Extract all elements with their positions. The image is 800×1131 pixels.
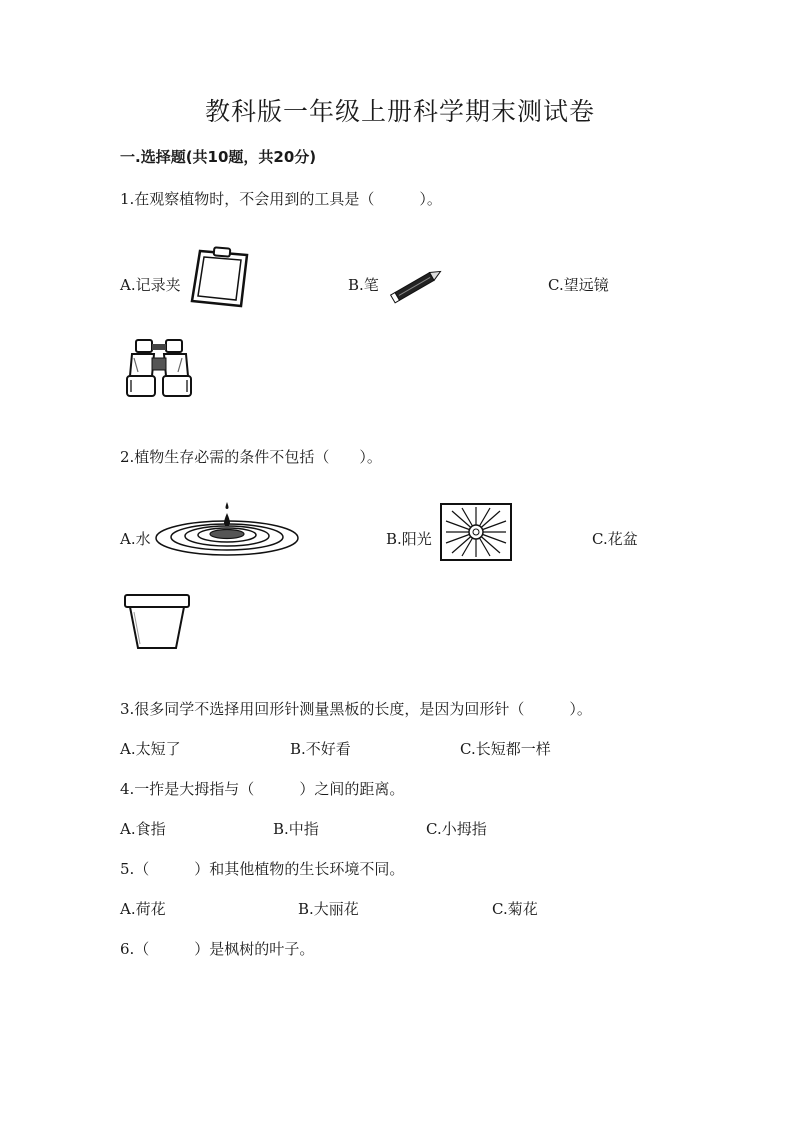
- question-3-stem: 3.很多同学不选择用回形针测量黑板的长度，是因为回形针（ ）。: [120, 700, 592, 718]
- section-heading: 一.选择题(共10题，共20分): [120, 148, 317, 166]
- question-4-option-a[interactable]: A.食指: [120, 820, 166, 838]
- question-2-option-c[interactable]: C.花盆: [592, 530, 638, 548]
- question-2-option-b[interactable]: B.阳光: [386, 530, 432, 548]
- question-5-option-a[interactable]: A.荷花: [120, 900, 166, 918]
- question-1-stem: 1.在观察植物时，不会用到的工具是（ ）。: [120, 190, 442, 208]
- question-4-option-b[interactable]: B.中指: [273, 820, 319, 838]
- clipboard-icon: [189, 246, 251, 308]
- sunlight-icon: [440, 503, 512, 561]
- pencil-icon: [386, 270, 446, 300]
- question-5-option-c[interactable]: C.菊花: [492, 900, 538, 918]
- question-6-stem: 6.（ ）是枫树的叶子。: [120, 940, 315, 958]
- question-1-option-c[interactable]: C.望远镜: [548, 276, 609, 294]
- binoculars-icon: [124, 336, 194, 400]
- question-1-option-a[interactable]: A.记录夹: [120, 276, 181, 294]
- question-3-option-b[interactable]: B.不好看: [290, 740, 351, 758]
- question-5-stem: 5.（ ）和其他植物的生长环境不同。: [120, 860, 405, 878]
- page-title: 教科版一年级上册科学期末测试卷: [204, 97, 595, 126]
- water-ripple-icon: [154, 500, 300, 558]
- flowerpot-icon: [122, 592, 192, 652]
- question-4-option-c[interactable]: C.小拇指: [426, 820, 487, 838]
- question-2-option-a[interactable]: A.水: [120, 530, 151, 548]
- question-5-option-b[interactable]: B.大丽花: [298, 900, 359, 918]
- question-2-stem: 2.植物生存必需的条件不包括（ ）。: [120, 448, 382, 466]
- question-3-option-c[interactable]: C.长短都一样: [460, 740, 551, 758]
- question-4-stem: 4.一拃是大拇指与（ ）之间的距离。: [120, 780, 405, 798]
- question-3-option-a[interactable]: A.太短了: [120, 740, 181, 758]
- question-1-option-b[interactable]: B.笔: [348, 276, 379, 294]
